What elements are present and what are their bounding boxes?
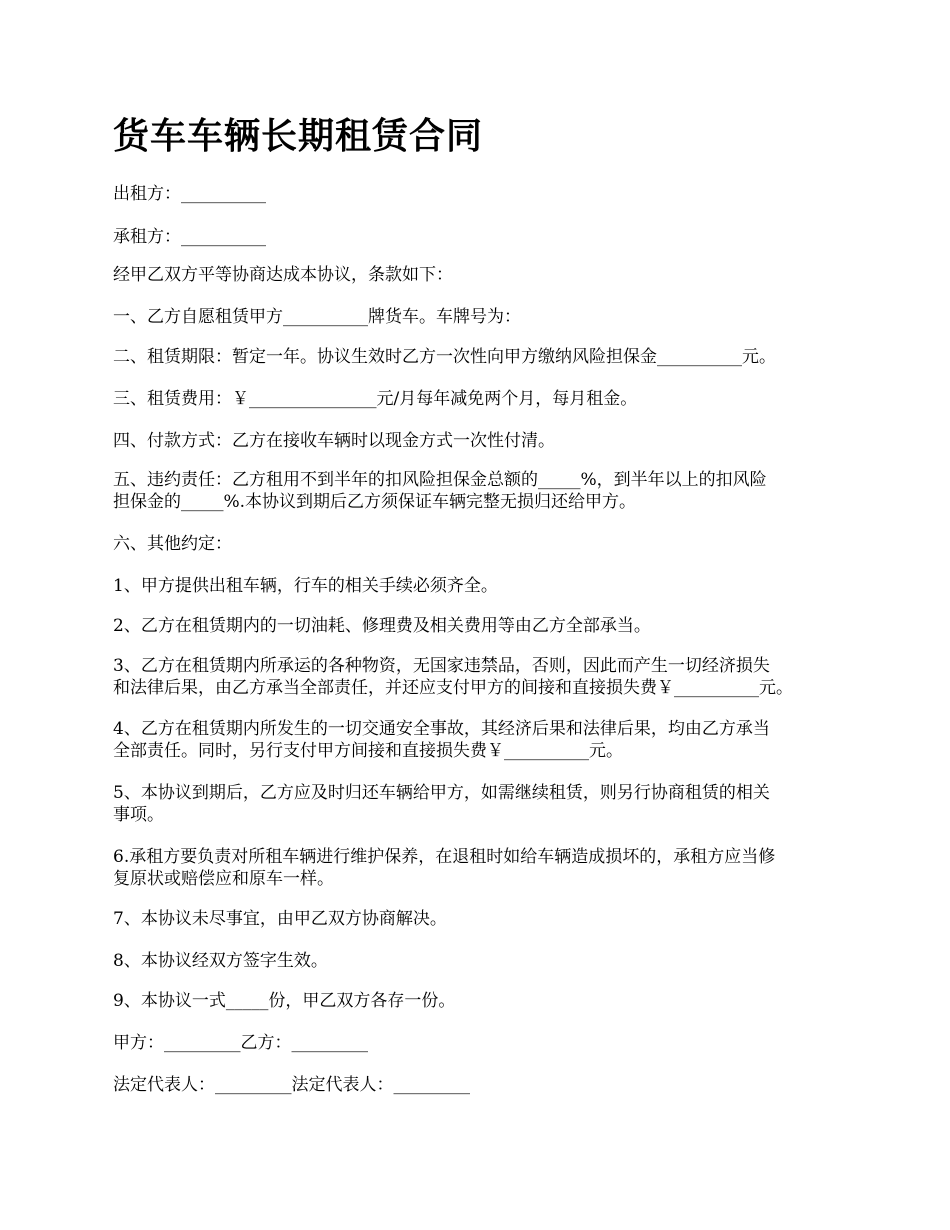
text-line: 五、违约责任：乙方租用不到半年的扣风险担保金总额的_____%，到半年以上的扣风险 — [113, 470, 767, 490]
text-line: 三、租赁费用：￥_______________元/月每年减免两个月，每月租金。 — [113, 389, 638, 409]
document-title: 货车车辆长期租赁合同 — [113, 115, 484, 157]
text-line: 2、乙方在租赁期内的一切油耗、修理费及相关费用等由乙方全部承当。 — [113, 616, 651, 636]
clause-6-heading — [113, 533, 853, 555]
text-line: 4、乙方在租赁期内所发生的一切交通安全事故，其经济后果和法律后果，均由乙方承当 — [113, 719, 770, 739]
clause-5 — [113, 469, 853, 513]
text-line: 和法律后果，由乙方承当全部责任，并还应支付甲方的间接和直接损失费￥__________元。 — [113, 678, 793, 698]
lessor-line — [113, 183, 853, 205]
text-line: 9、本协议一式_____份，甲乙双方各存一份。 — [113, 991, 456, 1011]
text-line: 1、甲方提供出租车辆，行车的相关手续必须齐全。 — [113, 576, 498, 596]
item-1 — [113, 575, 853, 597]
item-5 — [113, 782, 853, 826]
text-line: 甲方：_________乙方：_________ — [113, 1033, 368, 1053]
signature-parties — [113, 1032, 853, 1054]
item-4 — [113, 718, 853, 762]
signature-representatives — [113, 1074, 853, 1096]
item-9 — [113, 990, 853, 1012]
text-line: 全部责任。同时，另行支付甲方间接和直接损失费￥__________元。 — [113, 741, 623, 761]
text-line: 出租方：__________ — [113, 184, 266, 204]
clause-2 — [113, 346, 853, 368]
text-line: 一、乙方自愿租赁甲方__________牌货车。车牌号为： — [113, 307, 521, 327]
clause-3 — [113, 388, 853, 410]
text-line: 6.承租方要负责对所租车辆进行维护保养，在退租时如给车辆造成损坏的，承租方应当修 — [113, 847, 776, 867]
clause-1 — [113, 306, 853, 328]
item-7 — [113, 908, 853, 930]
text-line: 复原状或赔偿应和原车一样。 — [113, 869, 334, 889]
text-line: 事项。 — [113, 805, 164, 825]
lessee-line — [113, 226, 853, 248]
text-line: 3、乙方在租赁期内所承运的各种物资，无国家违禁品，否则，因此而产生一切经济损失 — [113, 656, 770, 676]
text-line: 承租方：__________ — [113, 227, 266, 247]
text-line: 担保金的_____%.本协议到期后乙方须保证车辆完整无损归还给甲方。 — [113, 492, 637, 512]
text-line: 8、本协议经双方签字生效。 — [113, 951, 328, 971]
clause-4 — [113, 430, 853, 452]
preamble — [113, 264, 853, 286]
text-line: 5、本协议到期后，乙方应及时归还车辆给甲方，如需继续租赁，则另行协商租赁的相关 — [113, 783, 770, 803]
text-line: 二、租赁期限：暂定一年。协议生效时乙方一次性向甲方缴纳风险担保金__________元。 — [113, 347, 776, 367]
text-line: 四、付款方式：乙方在接收车辆时以现金方式一次性付清。 — [113, 431, 555, 451]
text-line: 7、本协议未尽事宜，由甲乙双方协商解决。 — [113, 909, 447, 929]
item-6 — [113, 846, 853, 890]
text-line: 法定代表人：_________法定代表人：_________ — [113, 1075, 470, 1095]
item-3 — [113, 655, 853, 699]
item-8 — [113, 950, 853, 972]
text-line: 经甲乙双方平等协商达成本协议，条款如下： — [113, 265, 453, 285]
text-line: 六、其他约定： — [113, 534, 232, 554]
item-2 — [113, 615, 853, 637]
